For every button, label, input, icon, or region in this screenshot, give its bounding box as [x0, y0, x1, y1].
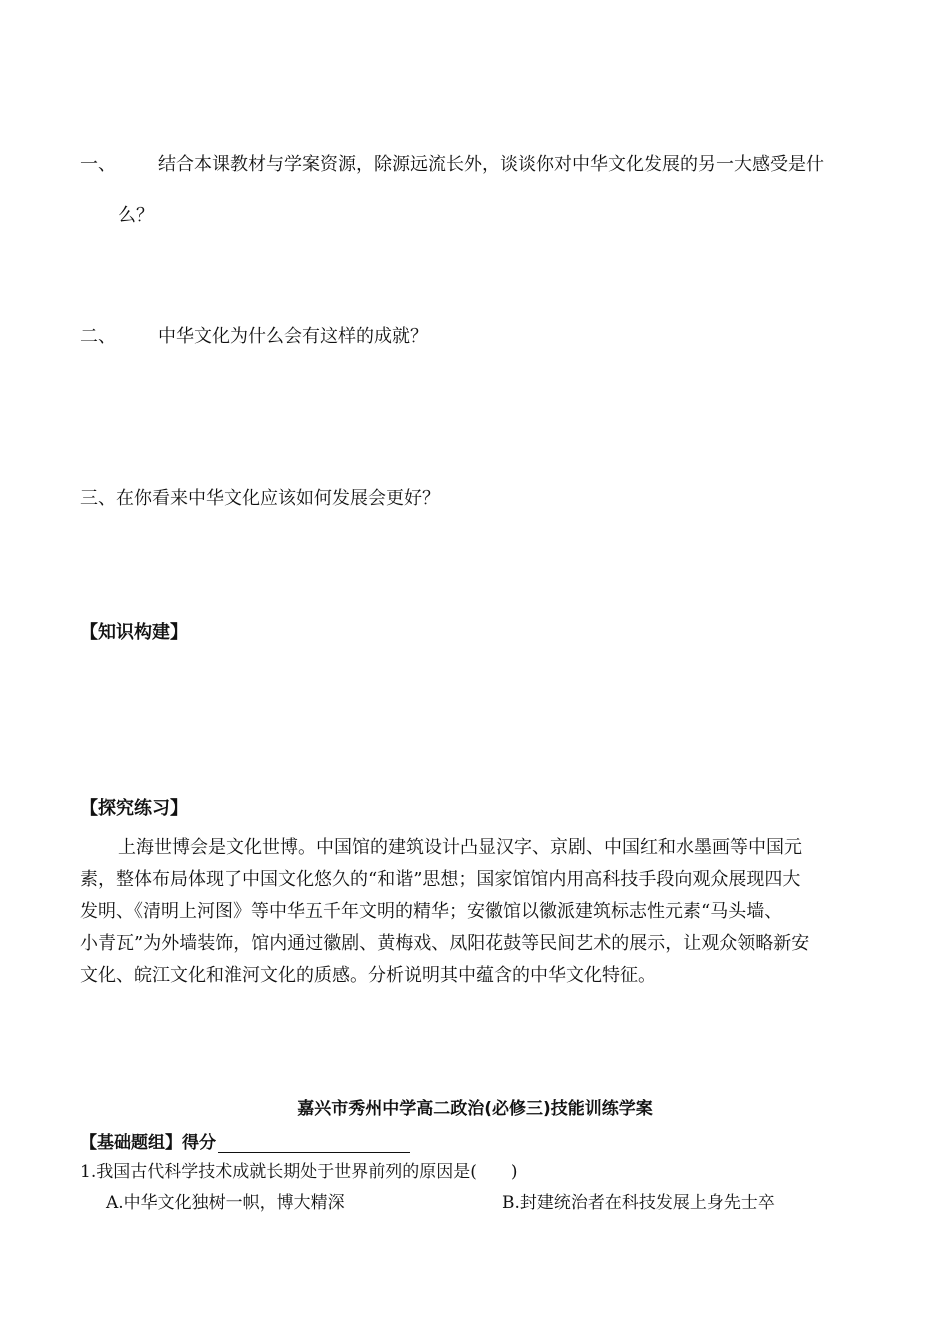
- basic-group-score-row: [80, 1128, 410, 1153]
- section-knowledge-heading: 【知识构建】: [80, 622, 188, 643]
- explore-line-4: 小青瓦”为外墙装饰，馆内通过徽剧、黄梅戏、凤阳花鼓等民间艺术的展示，让观众领略新安: [80, 933, 810, 954]
- question-1-text: 结合本课教材与学案资源，除源远流长外，谈谈你对中华文化发展的另一大感受是什: [158, 154, 824, 175]
- explore-line-1: 上海世博会是文化世博。中国馆的建筑设计凸显汉字、京剧、中国红和水墨画等中国元: [118, 837, 802, 858]
- question-3-text: 三、在你看来中华文化应该如何发展会更好？: [80, 488, 440, 509]
- option-a[interactable]: A.中华文化独树一帜，博大精深: [106, 1193, 345, 1213]
- option-b[interactable]: B.封建统治者在科技发展上身先士卒: [502, 1193, 775, 1213]
- training-title: 嘉兴市秀州中学高二政治(必修三)技能训练学案: [297, 1099, 653, 1119]
- question-2-text: 中华文化为什么会有这样的成就？: [158, 326, 428, 347]
- explore-paragraph: [80, 832, 876, 992]
- question-1-text-continued: 么？: [118, 205, 154, 226]
- basic-group-label: 【基础题组】得分: [80, 1133, 216, 1153]
- explore-line-5: 文化、皖江文化和淮河文化的质感。分析说明其中蕴含的中华文化特征。: [80, 965, 656, 986]
- section-explore-heading: 【探究练习】: [80, 798, 188, 819]
- explore-line-3: 发明、《清明上河图》等中华五千年文明的精华；安徽馆以徽派建筑标志性元素“马头墙、: [80, 901, 783, 922]
- explore-line-2: 素，整体布局体现了中国文化悠久的“和谐”思想；国家馆馆内用高科技手段向观众展现四大: [80, 869, 801, 890]
- mc-question-1: 1.我国古代科学技术成就长期处于世界前列的原因是( ): [80, 1162, 518, 1182]
- question-1-number: 一、: [80, 154, 116, 175]
- question-2-number: 二、: [80, 326, 116, 347]
- score-blank[interactable]: [218, 1134, 410, 1153]
